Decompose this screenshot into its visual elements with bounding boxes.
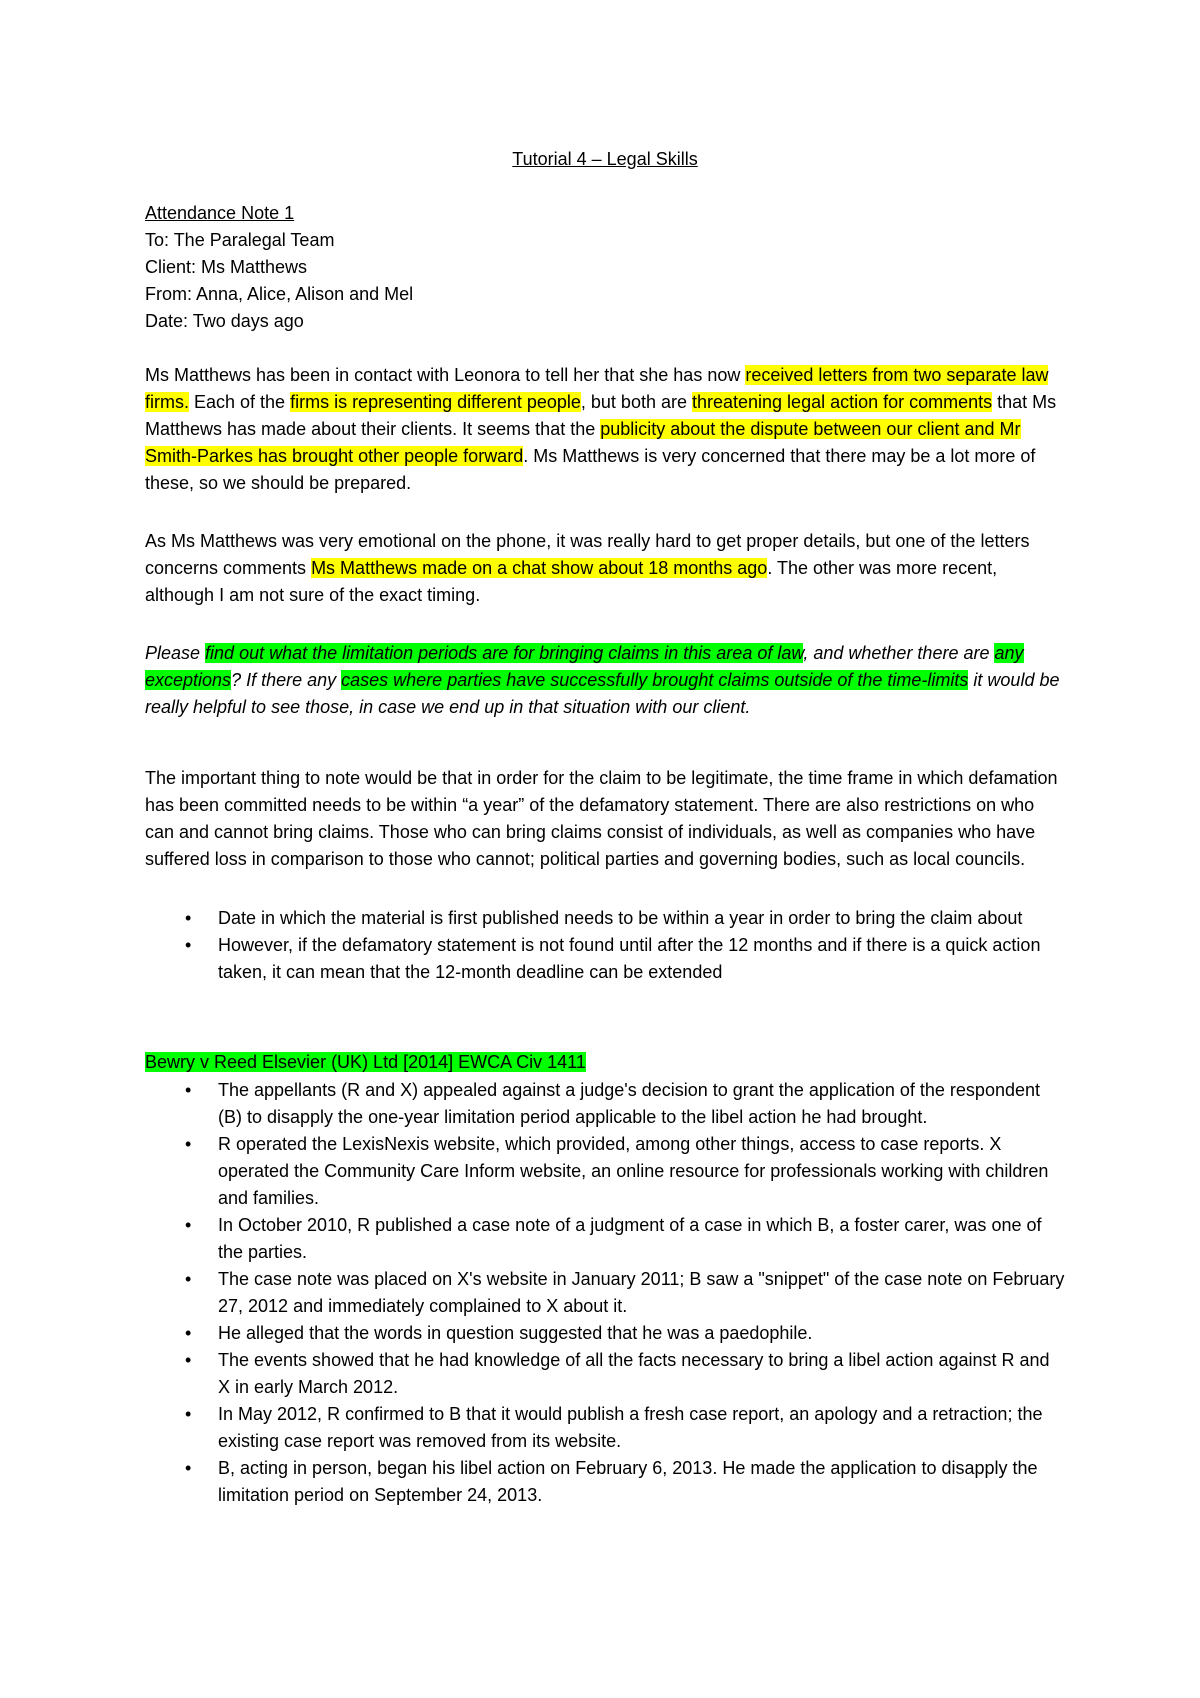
- list-item: • He alleged that the words in question suggested that he was a paedophile.: [145, 1320, 1065, 1347]
- text-run: , but both are: [580, 392, 692, 412]
- text-run: Each of the: [189, 392, 291, 412]
- note-client: Client: Ms Matthews: [145, 257, 308, 277]
- highlight-green: any exceptions: [145, 643, 1024, 690]
- text-run: it would be really helpful to see those, in case we end up in that situation with our client.: [145, 670, 1060, 717]
- highlight-green: Bewry v Reed Elsevier (UK) Ltd [2014] EWCA Civ 1411: [145, 1052, 586, 1072]
- list-item: • In May 2012, R confirmed to B that it would publish a fresh case report, an apology and a retraction; the existing case report was removed from its website.: [145, 1401, 1065, 1455]
- list-item: • Date in which the material is first published needs to be within a year in order to bring the claim about: [145, 905, 1065, 932]
- note-to: To: The Paralegal Team: [145, 230, 335, 250]
- list-item: • R operated the LexisNexis website, which provided, among other things, access to case reports. X operated the Community Care Inform website, an online resource for professionals working with children and families.: [145, 1131, 1065, 1212]
- text-run: . Ms Matthews is very concerned that there may be a lot more of these, so we should be prepared.: [145, 446, 1036, 493]
- text-run: As Ms Matthews was very emotional on the phone, it was really hard to get proper details, but one of the letters concerns comments: [145, 531, 1030, 578]
- paragraph-4: The important thing to note would be that in order for the claim to be legitimate, the time frame in which defamation has been committed needs to be within “a year” of the defamatory statement. There are also restrictions on who can and cannot bring claims. Those who can bring claims consist of individuals, as well as companies who have suffered loss in comparison to those who cannot; political parties and governing bodies, such as local councils.: [145, 768, 1058, 869]
- list-item: • The appellants (R and X) appealed against a judge's decision to grant the application of the respondent (B) to disapply the one-year limitation period applicable to the libel action he had brought.: [145, 1077, 1065, 1131]
- note-date: Date: Two days ago: [145, 311, 304, 331]
- list-item: • The events showed that he had knowledge of all the facts necessary to bring a libel action against R and X in early March 2012.: [145, 1347, 1065, 1401]
- attendance-note-header: [145, 200, 413, 335]
- highlight-green: find out what the limitation periods are for bringing claims in this area of law: [205, 643, 804, 663]
- text-run: ? If there any: [231, 670, 342, 690]
- note-from: From: Anna, Alice, Alison and Mel: [145, 284, 414, 304]
- highlight-yellow: firms is representing different people: [290, 392, 581, 412]
- list-item: • B, acting in person, began his libel action on February 6, 2013. He made the application to disapply the limitation period on September 24, 2013.: [145, 1455, 1065, 1509]
- text-run: , and whether there are: [803, 643, 995, 663]
- highlight-yellow: Ms Matthews made on a chat show about 18 months ago: [311, 558, 768, 578]
- bullet-list-case: [145, 1077, 1065, 1509]
- text-run: . The other was more recent, although I am not sure of the exact timing.: [145, 558, 998, 605]
- paragraph-1: [145, 362, 1065, 497]
- highlight-yellow: publicity about the dispute between our client and Mr Smith-Parkes has brought other people forward: [145, 419, 1021, 466]
- bullet-list-limitation: [145, 905, 1065, 986]
- paragraph-2: [145, 528, 1065, 609]
- case-heading: [145, 1049, 586, 1076]
- highlight-green: cases where parties have successfully brought claims outside of the time-limits: [341, 670, 969, 690]
- list-item: • However, if the defamatory statement is not found until after the 12 months and if there is a quick action taken, it can mean that the 12-month deadline can be extended: [145, 932, 1065, 986]
- text-run: Please: [145, 643, 206, 663]
- highlight-yellow: threatening legal action for comments: [691, 392, 993, 412]
- highlight-yellow: received letters from two separate law firms.: [145, 365, 1049, 412]
- document-title: Tutorial 4 – Legal Skills: [512, 149, 698, 169]
- text-run: that Ms Matthews has made about their clients. It seems that the: [145, 392, 1057, 439]
- list-item: • The case note was placed on X's website in January 2011; B saw a "snippet" of the case note on February 27, 2012 and immediately complained to X about it.: [145, 1266, 1065, 1320]
- text-run: Ms Matthews has been in contact with Leonora to tell her that she has now: [145, 365, 746, 385]
- note-heading: Attendance Note 1: [145, 203, 295, 223]
- list-item: • In October 2010, R published a case note of a judgment of a case in which B, a foster carer, was one of the parties.: [145, 1212, 1065, 1266]
- paragraph-3-request: [145, 640, 1065, 721]
